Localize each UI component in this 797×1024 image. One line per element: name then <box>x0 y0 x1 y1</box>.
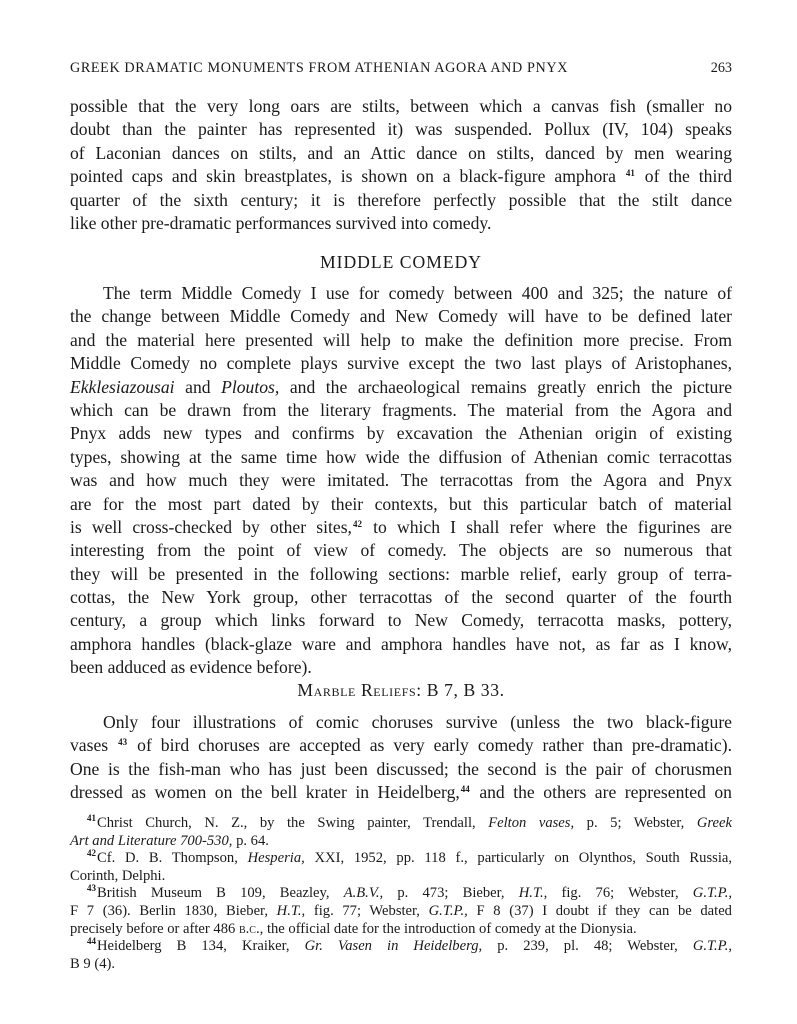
text-line: quarter of the sixth century; it is therefore perfectly possible that the stilt dance <box>70 189 732 210</box>
footnote-43-cont: F 7 (36). Berlin 1830, Bieber, H.T., fig. 77; Webster, G.T.P., F 8 (37) I doubt if they can be dated <box>70 902 732 919</box>
running-title: GREEK DRAMATIC MONUMENTS FROM ATHENIAN AGORA AND PNYX <box>70 60 569 76</box>
paragraph-comic-choruses <box>70 711 732 805</box>
subsection-label: Marble Reliefs: <box>297 680 422 700</box>
section-heading-middle-comedy: MIDDLE COMEDY <box>319 252 483 272</box>
footnote-42-cont: Corinth, Delphi. <box>70 867 166 884</box>
running-head <box>70 58 732 78</box>
text-line: doubt than the painter has represented it) was suspended. Pollux (IV, 104) speaks <box>70 119 732 140</box>
text-line: which can be drawn from the literary fragments. The material from the Agora and <box>70 399 732 420</box>
text-line: cottas, the New York group, other terracottas of the second quarter of the fourth <box>70 587 732 608</box>
text-line: was and how much they were imitated. The terracottas from the Agora and Pnyx <box>70 470 732 491</box>
play-title-ekklesiazousai: Ekklesiazousai <box>70 376 175 397</box>
footnote-ref-43[interactable]: 43 <box>118 737 128 748</box>
text-line: of Laconian dances on stilts, and an Attic dance on stilts, danced by men wearing <box>70 142 732 163</box>
text-line: is well cross-checked by other sites,$^{42}$ to which I shall refer where the figurines are <box>70 516 732 537</box>
text-line: century, a group which links forward to New Comedy, terracotta masks, pottery, <box>70 610 732 631</box>
text-line: dressed as women on the bell krater in Heidelberg,$^{44}$ and the others are represented on <box>70 782 732 803</box>
footnote-41: $^{41}$Christ Church, N. Z., by the Swing painter, Trendall, Felton vases, p. 5; Webster, Greek <box>87 813 732 831</box>
text-line: amphora handles (black-glaze ware and amphora handles have not, as far as I know, <box>70 633 732 654</box>
text-line: and the material here presented will help to make the definition more precise. From <box>70 329 732 350</box>
text-line: they will be presented in the following sections: marble relief, early group of terra- <box>70 563 732 584</box>
footnote-44: $^{44}$Heidelberg B 134, Kraiker, Gr. Vasen in Heidelberg, p. 239, pl. 48; Webster, G.T.P., <box>87 936 733 955</box>
text-line: pointed caps and skin breastplates, is shown on a black-figure amphora $^{41}$ of the third <box>70 166 733 187</box>
text-line: Only four illustrations of comic choruses survive (unless the two black-figure <box>103 712 732 732</box>
footnote-44-cont: B 9 (4). <box>70 955 115 972</box>
text-line: Middle Comedy no complete plays survive except the two last plays of Aristophanes, <box>70 353 732 374</box>
text-line: The term Middle Comedy I use for comedy between 400 and 325; the nature of <box>103 283 732 303</box>
play-title-ploutos: Ploutos, <box>221 376 280 397</box>
footnote-ref-41[interactable]: 41 <box>625 168 635 179</box>
paragraph-middle-comedy <box>70 282 732 680</box>
footnote-ref-44[interactable]: 44 <box>460 784 470 795</box>
text-line: are for the most part dated by their contexts, but this particular batch of material <box>70 493 732 514</box>
page-number: 263 <box>710 60 732 76</box>
subsection-heading-marble-reliefs <box>70 678 732 702</box>
text-line: types, showing at the same time how wide the diffusion of Athenian comic terracottas <box>70 446 732 467</box>
text-line: like other pre-dramatic performances survived into comedy. <box>70 212 492 233</box>
footnote-ref-42[interactable]: 42 <box>352 518 362 529</box>
paragraph-stilts <box>70 95 732 235</box>
footnote-43-cont2: precisely before or after 486 b.c., the official date for the introduction of comedy at the Dionysia. <box>70 920 637 937</box>
text-line: Pnyx adds new types and confirms by excavation the Athenian origin of existing <box>70 423 732 444</box>
text-line: vases $^{43}$ of bird choruses are accepted as very early comedy rather than pre-dramatic). <box>70 735 732 756</box>
subsection-refs: B 7, B 33. <box>426 680 505 700</box>
text-line: been adduced as evidence before). <box>70 657 312 678</box>
footnotes <box>70 815 732 973</box>
text-line: possible that the very long oars are stilts, between which a canvas fish (smaller no <box>70 96 732 116</box>
text-line: One is the fish-man who has just been discussed; the second is the pair of chorusmen <box>70 758 732 779</box>
footnote-42: $^{42}$Cf. D. B. Thompson, Hesperia, XXI, 1952, pp. 118 f., particularly on Olynthos, South Russia, <box>87 848 733 867</box>
footnote-43: $^{43}$British Museum B 109, Beazley, A.B.V., p. 473; Bieber, H.T., fig. 76; Webster, G.T.P., <box>87 883 732 902</box>
footnote-41-cont: Art and Literature 700-530, p. 64. <box>70 832 269 849</box>
text-line: the change between Middle Comedy and New Comedy will have to be defined later <box>70 306 732 327</box>
text-line: interesting from the point of view of comedy. The objects are so numerous that <box>70 540 732 561</box>
text-line: Ekklesiazousai and Ploutos, and the archaeological remains greatly enrich the picture <box>70 376 733 397</box>
